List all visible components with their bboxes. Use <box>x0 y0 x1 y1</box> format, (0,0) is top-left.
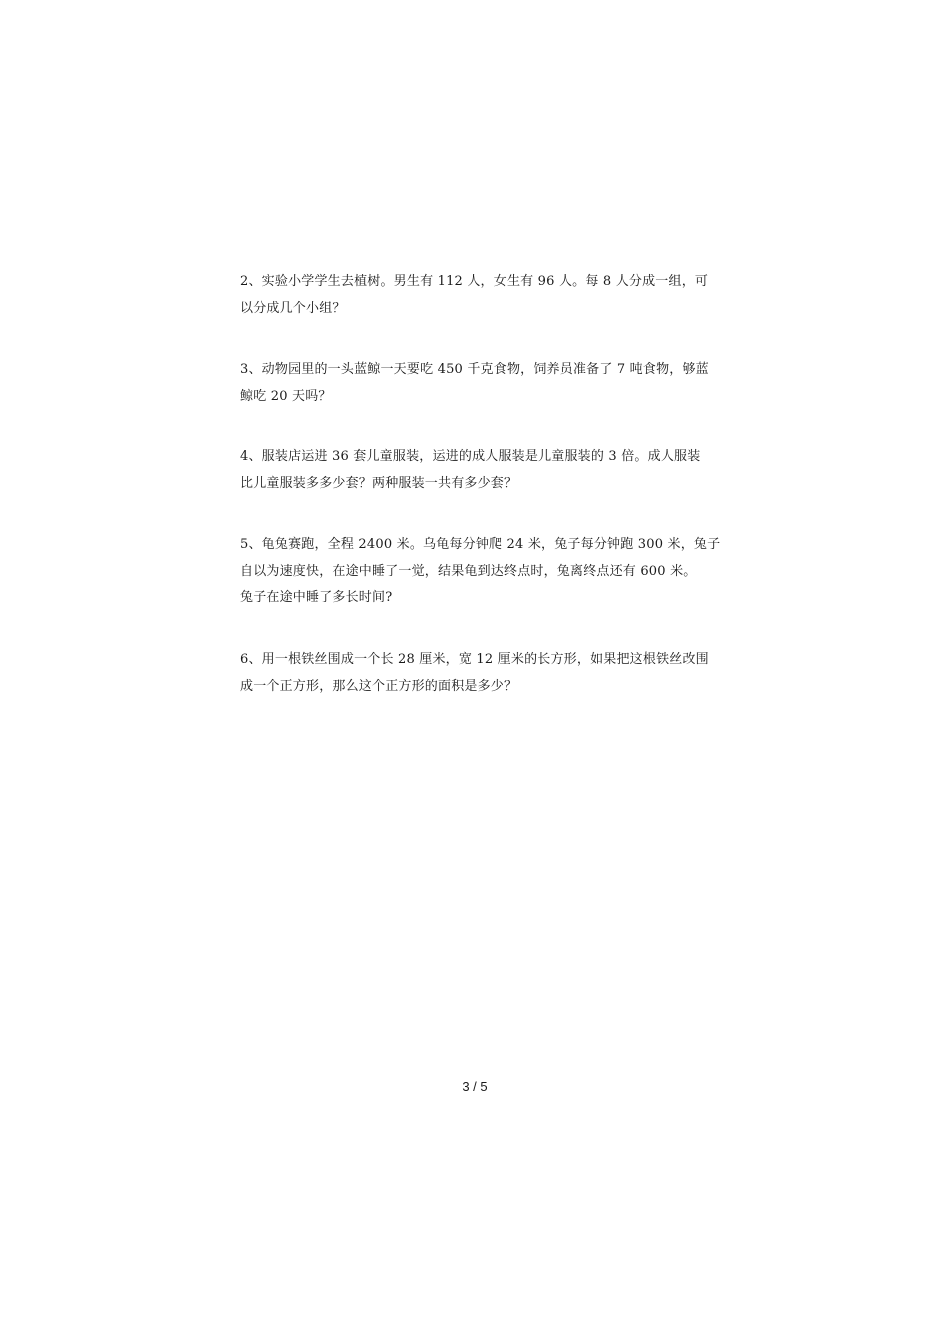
question-4-line-1: 4、服装店运进 36 套儿童服装，运进的成人服装是儿童服装的 3 倍。成人服装 <box>240 449 701 464</box>
question-2 <box>240 269 715 322</box>
page-number: 3 / 5 <box>462 1079 488 1094</box>
question-5-line-1: 5、龟兔赛跑，全程 2400 米。乌龟每分钟爬 24 米，兔子每分钟跑 300 米，兔子 <box>240 537 721 552</box>
question-4-line-2: 比儿童服装多多少套？两种服装一共有多少套？ <box>240 475 518 491</box>
question-5 <box>240 532 721 612</box>
question-5-line-2: 自以为速度快，在途中睡了一觉，结果龟到达终点时，兔离终点还有 600 米。 <box>240 563 697 579</box>
question-6-line-2: 成一个正方形，那么这个正方形的面积是多少？ <box>240 678 518 694</box>
question-3-line-1: 3、动物园里的一头蓝鲸一天要吃 450 千克食物，饲养员准备了 7 吨食物，够蓝 <box>240 362 709 377</box>
question-6-line-1: 6、用一根铁丝围成一个长 28 厘米，宽 12 厘米的长方形，如果把这根铁丝改围 <box>240 652 709 667</box>
question-2-line-1: 2、实验小学学生去植树。男生有 112 人，女生有 96 人。每 8 人分成一组，可 <box>240 274 709 289</box>
question-5-line-3: 兔子在途中睡了多长时间? <box>240 590 393 605</box>
question-4 <box>240 444 715 497</box>
question-3-line-2: 鲸吃 20 天吗？ <box>240 388 332 404</box>
question-2-line-2: 以分成几个小组？ <box>240 300 346 316</box>
question-6 <box>240 647 715 700</box>
question-3 <box>240 357 715 410</box>
